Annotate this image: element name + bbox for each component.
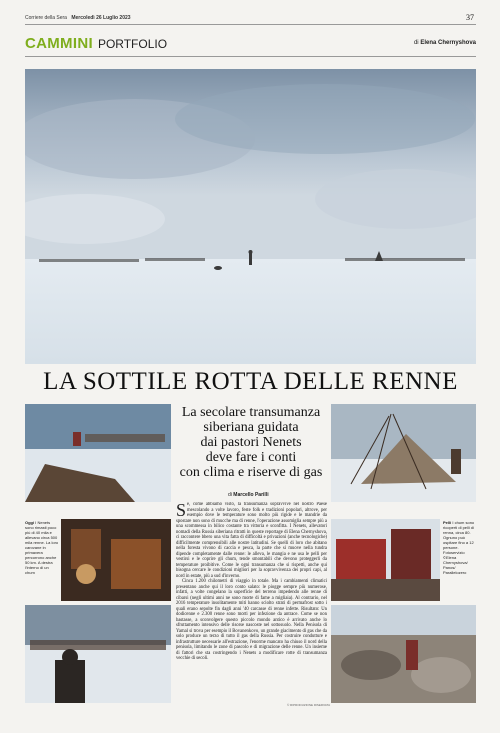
subhead-line: siberiana guidata	[203, 420, 299, 435]
chum-interior-illustration	[61, 519, 171, 601]
page-number: 37	[466, 13, 474, 22]
author-prefix: di	[413, 40, 419, 46]
caption-right	[443, 520, 477, 575]
photo-reindeer-herd	[331, 605, 476, 703]
subhead-line: La secolare transumanza	[181, 405, 321, 420]
caption-left	[25, 520, 59, 575]
chum-tent-illustration	[331, 404, 476, 502]
article-subhead	[172, 405, 330, 480]
dropcap: S	[176, 502, 187, 520]
byline-prefix: di	[228, 492, 232, 498]
photo-chum-interior	[61, 519, 171, 601]
body-paragraph	[176, 579, 327, 662]
header-divider	[25, 24, 476, 25]
body-text-second: Cinca 1.200 chilometri di viaggio in totale. Ma i cambiamenti climatici presentano anche qui il loro conto salato: le piogge sempre più numerose, infatti, a volte congelano la superficie del terreno impedendo alle renne di cibarsi (negli ultimi anni ne sono morte di fame a migliaia). Al contrario, nel 2016 temperature insolitamente miti hanno sciolto strati di permafrost sotto i quali erano sepolte fin dagli anni '40 carcasse di renne infette. Risultato: Un dodicenne e 2.300 renne sono morti per infezione da antrace. Come se non bastasse, a sconvolgere questo piccolo mondo antico è arrivato anche lo sfruttamento intensivo delle risorse nascoste nel sottosuolo. Nella Penisola di Yamal si trova per esempio il Bovanenkovo, un grande giacimento di gas che da solo produce un terzo di tutto il gas della Russia. Per costruire condutture e infrastrutture necessarie all'estrazione, l'enorme mancato ha chiuso il nord della penisola, limitando le zone di pascolo e di migrazione delle renne. Un insieme di fattori che sta costringendo i Nenets a modificare rotte di transumanza vecchie di secoli.	[176, 579, 327, 661]
article-byline	[228, 492, 269, 498]
copyright-credit: © RIPRODUZIONE RISERVATA	[287, 703, 331, 707]
section-logo: CAMMINI	[25, 35, 93, 52]
newspaper-masthead	[25, 15, 131, 21]
photo-nenets-herders	[331, 519, 440, 601]
body-paragraph	[176, 502, 327, 579]
author-name: Elena Chernyshova	[420, 40, 476, 46]
caption-left-text: I Nenets sono rimasti poco più di 40 mila e allevano circa 500 mila renne. La loro carovane in primavera percorrono anche 50 km. A destra l'interno di un chum	[25, 520, 59, 575]
section-divider	[25, 56, 476, 57]
caption-left-lead: Oggi	[25, 520, 35, 525]
subhead-line: deve fare i conti	[205, 450, 297, 465]
section-header	[25, 35, 167, 52]
section-name: PORTFOLIO	[97, 37, 168, 51]
portfolio-author	[414, 40, 476, 46]
photo-chum-tent	[331, 404, 476, 502]
photo-herder-reindeer	[25, 605, 171, 703]
tundra-caravan-illustration	[25, 69, 476, 364]
nenets-herders-illustration	[331, 519, 440, 601]
caption-right-lead: Pelli	[443, 520, 452, 525]
hero-photo	[25, 69, 476, 364]
byline-author: Marcello Parilli	[233, 492, 269, 498]
photo-sled-caravan	[25, 404, 171, 502]
issue-date: Mercoledì 26 Luglio 2023	[71, 15, 131, 21]
reindeer-herd-illustration	[331, 605, 476, 703]
subhead-line: dai pastori Nenets	[200, 435, 302, 450]
sled-caravan-illustration	[25, 404, 171, 502]
article-body	[176, 502, 327, 711]
body-text-first: e, come abbiamo visto, la transumanza sopravvive nel nostro Paese mescolando a volte lavoro, feste folk e tradizioni popolari, altrove, per esempio dove le temperature sono molto più rigide e le mandrie da spostare non sono di mucche ma di renne, l'operazione assomiglia sempre più a una scommessa in bilico costante tra vittoria e sconfitta. I Nenets, allevatori nomadi della Russia siberiana ritratti in queste reportage di Elena Chernyshova, ci raccontere bbero una vita fatta di difficoltà e privazioni (anche tecnologiche) difficilmente comprensibili alle nostre latitudini. Se quelli di loro che abitano nella foresta vivono di caccia e pesca, la parte che si muove nella tundra dipende completamente dalle renne: le alleva, le mangia e ne usa le pelli per vestirsi e le coprire gli chum, tende smontabili che devono proteggerli da temperature proibitive. Come le ogni transumanza che si rispetti, anche qui bisogna cercare le condizioni migliori per la sopravvivenza dei propri capi, al nord in estate, più a sud d'inverno.	[176, 502, 327, 579]
article-headline: LA SOTTILE ROTTA DELLE RENNE	[43, 368, 458, 395]
subhead-line: con clima e riserve di gas	[179, 465, 323, 480]
herder-reindeer-illustration	[25, 605, 171, 703]
newspaper-name: Corriere della Sera	[25, 15, 67, 21]
caption-right-text: I chum sono ricoperti di pelli di renna, circa 80. Ognuno può ospitare fino a 12 persone. Fotoservizio ©Elena Chernyshova/ Panos/ Parallelozero	[443, 520, 475, 575]
